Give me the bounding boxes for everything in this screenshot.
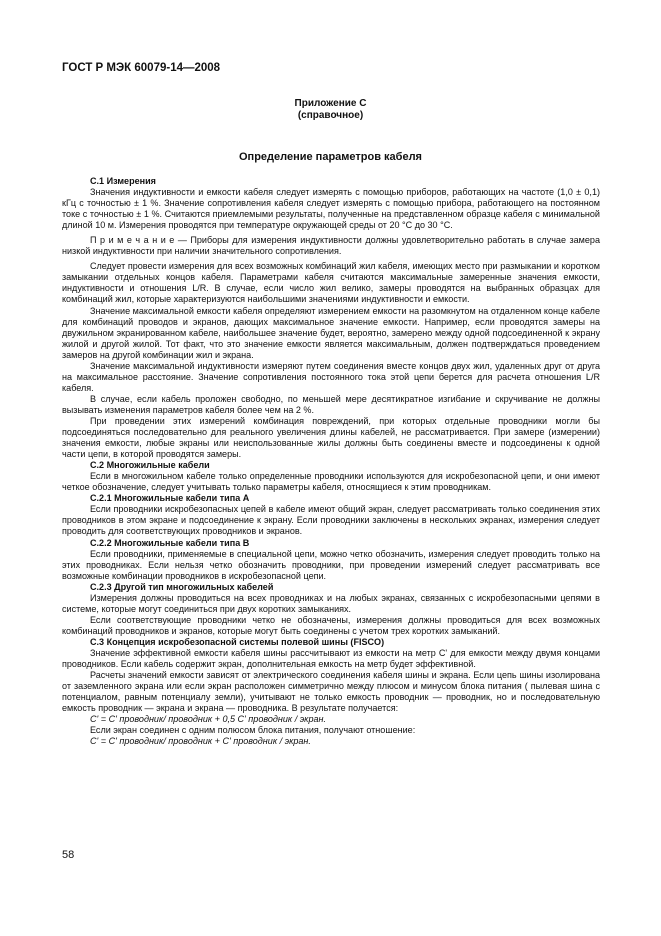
paragraph: Следует провести измерения для всех возможных комбинаций жил кабеля, имеющих место при размыкании и коротком замыкании отдельных концов кабеля. Параметрами кабеля считаются максимальные замеренные значения емкости, индуктивности и отношения L/R. В случае, если число жил велико, замеры проводятся на выбранных образцах для комбинаций жил, которые характеризуются наибольшими значениями индуктивности и емкости.	[62, 261, 600, 305]
document-code: ГОСТ Р МЭК 60079-14—2008	[62, 62, 221, 74]
paragraph: Если проводники, применяемые в специальной цепи, можно четко обозначить, измерения следует проводить только на этих проводниках. Если нельзя четко обозначить проводники, при проведении измерений следует рассматривать все возможные комбинации проводников в искробезопасной цепи.	[62, 548, 600, 581]
paragraph: Измерения должны проводиться на всех проводниках и на любых экранах, связанных с искробезопасными цепями в системе, которые могут соединиться при двух коротких замыканиях.	[62, 592, 600, 614]
paragraph: Расчеты значений емкости зависят от электрического соединения кабеля шины и экрана. Если цепь шины изолирована от заземленного экрана или если экран расположен симметрично между плюсом и минусом блока питания ( пылевая шина с потенциалом, равным потенциалу земли), учитывают не только емкость проводник — проводник, но и последовательную емкость проводник — экрана и экрана — проводника. В результате получается:	[62, 670, 600, 714]
paragraph: Значение максимальной емкости кабеля определяют измерением емкости на разомкнутом на отдаленном конце кабеле для комбинаций проводов и экранов, дающих максимальное значение емкости. Например, если проводятся замеры на двужильном экранированном кабеле, наибольшее значение будет, вероятно, замерено между одной подсоединенной к экрану жилой и другой жилой. Тот факт, что это значение емкости является максимальным, должен подтверждаться проведением замеров на другой комбинации жил и экрана.	[62, 305, 600, 360]
document-body	[62, 176, 600, 747]
paragraph: Значение максимальной индуктивности измеряют путем соединения вместе концов двух жил, удаленных друг от друга на максимальное расстояние. Значение сопротивления постоянного тока этой цепи берется для расчета отношения L/R кабеля.	[62, 360, 600, 393]
appendix-type: (справочное)	[297, 110, 364, 121]
note: П р и м е ч а н и е — Приборы для измерения индуктивности должны удовлетворительно работать в случае замера низкой индуктивности при наличии значительного сопротивления.	[62, 235, 600, 257]
paragraph: Значение эффективной емкости кабеля шины рассчитывают из емкости на метр С' для емкости между двумя концами проводников. Если кабель содержит экран, дополнительная емкость на метр будет эффективной.	[62, 647, 600, 670]
paragraph: Если проводники искробезопасных цепей в кабеле имеют общий экран, следует рассматривать только соединения этих проводников в этом экране и подсоединение к экрану. Если проводники заключены в нескольких экранах, измерения следует проводить для соответствующих проводников и экранов.	[62, 504, 600, 537]
section-heading-c3: С.3 Концепция искробезопасной системы полевой шины (FISCO)	[90, 636, 385, 647]
section-heading-c23: С.2.3 Другой тип многожильных кабелей	[90, 581, 274, 592]
appendix-label: Приложение С	[294, 98, 367, 109]
section-heading-c21: С.2.1 Многожильные кабели типа А	[90, 493, 250, 504]
paragraph: При проведении этих измерений комбинация повреждений, при которых отдельные проводники могли бы подсоединяться последовательно для реального увеличения длины кабелей, не рассматривается. При замере (измерении) значения емкости, любые экраны или неиспользованные жилы должны быть соединены вместе и подсоединены к одной части цепи, в которой проводятся замеры.	[62, 415, 600, 460]
section-heading-c1: С.1 Измерения	[90, 176, 156, 186]
paragraph: Если соответствующие проводники четко не обозначены, измерения должны проводиться для всех возможных комбинаций проводников и экранов, которые могут быть соединены с учетом трех коротких замыканий.	[62, 614, 600, 636]
paragraph: В случае, если кабель проложен свободно, по меньшей мере десятикратное изгибание и скручивание не должны вызывать изменения параметров кабеля более чем на 2 %.	[62, 393, 600, 415]
paragraph: Если в многожильном кабеле только определенные проводники используются для искробезопасной цепи, и они имеют четкое обозначение, следует учитывать только параметры кабеля, относящиеся к этим проводникам.	[62, 471, 600, 493]
paragraph: Значения индуктивности и емкости кабеля следует измерять с помощью приборов, работающих на частоте (1,0 ± 0,1) кГц с точностью ± 1 %. Значение сопротивления кабеля следует измерять с помощью прибора, работающего на постоянном токе с точностью ± 1 %. Считаются приемлемыми результаты, полученные на представленном образце кабеля с минимальной длиной 10 м. Измерения проводятся при температуре окружающей среды от 20 °С до 30 °С.	[62, 187, 600, 231]
formula: С' = С' проводник/ проводник + С' проводник / экран.	[90, 736, 311, 747]
page-number: 58	[62, 849, 75, 861]
section-heading-c22: С.2.2 Многожильные кабели типа В	[90, 537, 250, 548]
section-heading-c2: С.2 Многожильные кабели	[90, 460, 210, 471]
paragraph: Если экран соединен с одним полюсом блока питания, получают отношение:	[90, 725, 416, 736]
page-title: Определение параметров кабеля	[239, 151, 422, 163]
formula: С' = С' проводник/ проводник + 0,5 С' проводник / экран.	[90, 714, 326, 725]
